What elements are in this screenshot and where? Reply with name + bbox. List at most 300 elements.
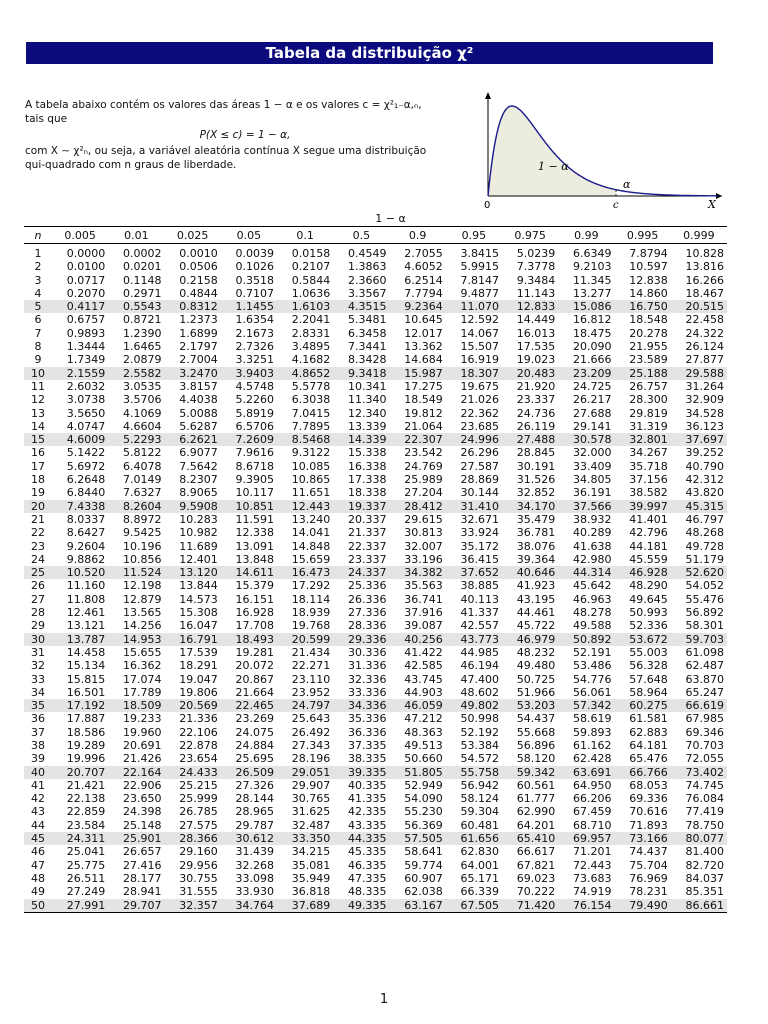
table-cell: 58.301 [685,619,724,633]
table-row [24,566,727,579]
table-row [24,845,727,858]
table-cell: 29.051 [277,766,333,779]
row-n-cell: 38 [31,738,45,752]
table-cell: 30.765 [291,792,331,806]
table-cell: 21.064 [404,419,443,433]
row-n-cell: 13 [31,406,45,420]
table-cell: 2.0879 [123,353,162,367]
table-cell: 46.194 [460,659,499,673]
table-cell: 23.650 [123,792,162,806]
table-row [24,712,727,725]
table-cell: 32.336 [348,672,387,686]
table-cell: 18.939 [291,606,331,620]
table-row [24,367,727,380]
table-row [24,646,727,659]
table-cell: 0.4117 [52,300,108,313]
table-cell: 15.338 [348,446,387,460]
table-cell: 28.300 [629,393,668,407]
table-cell: 14.449 [516,313,556,327]
table-cell: 16.338 [348,459,387,473]
table-cell: 19.768 [291,619,331,633]
table-cell: 50.998 [460,712,499,726]
table-cell: 67.459 [573,805,612,819]
table-row [24,553,727,566]
column-header: 0.999 [671,227,727,244]
table-cell: 24.433 [165,766,221,779]
table-cell: 7.7895 [291,419,331,433]
table-cell: 76.154 [558,899,614,913]
table-cell: 24.736 [516,406,556,420]
table-cell: 0.0039 [235,247,274,260]
table-cell: 41.401 [629,512,668,526]
table-row [24,327,727,340]
table-cell: 68.053 [629,778,668,792]
table-cell: 3.5650 [66,406,106,420]
table-cell: 35.336 [348,712,387,726]
table-cell: 41.337 [460,606,499,620]
table-cell: 52.336 [629,619,668,633]
table-cell: 4.3515 [333,300,389,313]
table-cell: 3.5706 [123,393,162,407]
table-cell: 17.535 [516,340,556,354]
table-cell: 43.745 [404,672,443,686]
table-row [24,460,727,473]
table-cell: 45.315 [671,500,727,513]
table-cell: 12.401 [179,552,218,566]
table-cell: 29.588 [671,367,727,380]
table-cell: 29.819 [629,406,668,420]
table-cell: 37.697 [671,433,727,446]
table-cell: 16.047 [179,619,218,633]
table-cell: 12.838 [629,273,668,287]
table-cell: 66.766 [615,766,671,779]
row-n-cell: 43 [31,805,45,819]
table-cell: 17.789 [123,685,162,699]
table-cell: 20.867 [235,672,274,686]
table-cell: 14.067 [460,326,499,340]
table-cell: 38.885 [460,579,499,593]
table-cell: 40.646 [502,566,558,579]
table-cell: 85.351 [685,885,724,899]
table-cell: 29.956 [179,858,218,872]
table-cell: 30.336 [348,645,387,659]
table-cell: 33.098 [235,871,274,885]
table-cell: 51.805 [390,766,446,779]
table-cell: 31.410 [446,500,502,513]
table-cell: 15.655 [123,645,162,659]
table-cell: 67.821 [516,858,556,872]
table-cell: 21.026 [460,393,499,407]
table-cell: 0.0201 [123,260,162,274]
table-cell: 19.281 [235,645,274,659]
table-cell: 27.688 [573,406,612,420]
table-cell: 2.3660 [348,273,387,287]
table-row [24,274,727,287]
table-row [24,752,727,765]
table-cell: 7.5642 [179,459,218,473]
table-cell: 1.3444 [66,340,106,354]
table-cell: 40.256 [390,633,446,646]
table-cell: 29.160 [179,845,218,859]
table-cell: 44.335 [333,832,389,845]
row-n-cell: 40 [24,766,52,779]
table-cell: 20.072 [235,659,274,673]
table-cell: 7.4338 [52,500,108,513]
table-cell: 1.2390 [123,326,162,340]
table-cell: 23.685 [460,419,499,433]
table-row [24,885,727,898]
table-cell: 6.3038 [291,393,331,407]
table-cell: 6.2514 [404,273,443,287]
table-cell: 35.718 [629,459,668,473]
table-cell: 47.212 [404,712,443,726]
table-cell: 13.120 [165,566,221,579]
table-cell: 21.421 [66,778,106,792]
table-cell: 13.121 [66,619,106,633]
table-cell: 81.400 [685,845,724,859]
table-cell: 1.6354 [235,313,274,327]
table-cell: 13.565 [123,606,162,620]
table-cell: 30.813 [404,526,443,540]
table-cell: 20.569 [165,699,221,712]
table-cell: 60.907 [404,871,443,885]
table-cell: 21.337 [348,526,387,540]
table-cell: 1.3863 [348,260,387,274]
table-cell: 47.335 [348,871,387,885]
table-cell: 73.402 [671,766,727,779]
table-cell: 19.960 [123,725,162,739]
table-cell: 32.909 [685,393,724,407]
table-cell: 60.561 [516,778,556,792]
table-cell: 76.969 [629,871,668,885]
table-cell: 14.848 [291,539,331,553]
table-cell: 0.6757 [66,313,106,327]
row-n-cell: 49 [31,885,45,899]
table-cell: 41.923 [516,579,556,593]
table-cell: 57.342 [558,699,614,712]
table-cell: 4.6009 [52,433,108,446]
table-cell: 59.774 [404,858,443,872]
table-cell: 54.572 [460,752,499,766]
table-cell: 67.985 [685,712,724,726]
table-cell: 29.907 [291,778,331,792]
row-n-cell: 10 [24,367,52,380]
table-cell: 23.589 [629,353,668,367]
table-cell: 28.177 [123,871,162,885]
table-cell: 55.476 [685,592,724,606]
table-cell: 4.6052 [404,260,443,274]
table-cell: 56.896 [516,738,556,752]
table-cell: 10.520 [52,566,108,579]
table-row [24,313,727,326]
table-cell: 24.322 [685,326,724,340]
table-cell: 10.597 [629,260,668,274]
table-cell: 64.201 [516,818,556,832]
table-cell: 3.0738 [66,393,106,407]
table-cell: 15.308 [179,606,218,620]
row-n-cell: 3 [34,273,42,287]
table-cell: 26.785 [179,805,218,819]
page-title: Tabela da distribuição χ² [26,42,713,64]
table-cell: 19.047 [179,672,218,686]
table-cell: 66.339 [460,885,499,899]
table-cell: 0.0158 [291,247,331,260]
table-cell: 62.990 [516,805,556,819]
table-cell: 8.9065 [179,486,218,500]
table-cell: 17.074 [123,672,162,686]
table-cell: 18.291 [179,659,218,673]
table-cell: 24.337 [333,566,389,579]
table-cell: 10.851 [221,500,277,513]
table-cell: 22.106 [179,725,218,739]
row-n-cell: 4 [34,286,42,300]
table-cell: 56.328 [629,659,668,673]
table-cell: 0.0002 [123,247,162,260]
table-cell: 34.336 [333,699,389,712]
intro-line-4: qui-quadrado com n graus de liberdade. [25,159,237,171]
table-cell: 49.480 [516,659,556,673]
row-n-cell: 7 [34,326,42,340]
table-cell: 22.138 [66,792,106,806]
area-label: 1 − α [538,160,569,173]
table-row [24,380,727,393]
table-cell: 18.467 [685,286,724,300]
column-header: 0.995 [615,227,671,244]
table-cell: 48.232 [516,645,556,659]
table-row [24,739,727,752]
table-row [24,766,727,779]
column-header: 0.9 [390,227,446,244]
y-axis-arrow-icon [485,92,491,99]
table-cell: 16.266 [685,273,724,287]
table-cell: 29.336 [333,633,389,646]
table-cell: 21.666 [573,353,612,367]
table-cell: 74.919 [573,885,612,899]
table-row [24,407,727,420]
table-cell: 12.338 [235,526,274,540]
table-cell: 25.989 [404,473,443,487]
table-cell: 22.337 [348,539,387,553]
table-row [24,393,727,406]
table-cell: 22.307 [390,433,446,446]
column-header: 0.975 [502,227,558,244]
table-cell: 18.307 [446,367,502,380]
table-cell: 31.625 [291,805,331,819]
table-cell: 45.722 [516,619,556,633]
table-cell: 19.233 [123,712,162,726]
table-cell: 56.061 [573,685,612,699]
table-cell: 3.3251 [235,353,274,367]
table-cell: 26.511 [66,871,106,885]
row-n-cell: 2 [34,260,42,274]
table-cell: 52.192 [460,725,499,739]
table-row [24,779,727,792]
table-cell: 31.555 [179,885,218,899]
table-cell: 5.2260 [235,393,274,407]
table-cell: 27.587 [460,459,499,473]
table-cell: 31.439 [235,845,274,859]
table-cell: 58.120 [516,752,556,766]
table-cell: 73.683 [573,871,612,885]
row-n-cell: 34 [31,685,45,699]
table-cell: 22.362 [460,406,499,420]
table-cell: 62.428 [573,752,612,766]
table-cell: 38.932 [573,512,612,526]
table-cell: 26.296 [460,446,499,460]
table-cell: 10.645 [404,313,443,327]
table-cell: 28.144 [235,792,274,806]
table-cell: 57.648 [629,672,668,686]
table-cell: 53.203 [502,699,558,712]
row-n-cell: 45 [24,832,52,845]
table-cell: 82.720 [685,858,724,872]
row-n-cell: 1 [34,247,42,260]
table-cell: 0.7107 [235,286,274,300]
table-cell: 28.336 [348,619,387,633]
table-cell: 10.283 [179,512,218,526]
table-cell: 6.6349 [573,247,612,260]
table-cell: 25.695 [235,752,274,766]
table-cell: 28.412 [390,500,446,513]
table-cell: 12.443 [277,500,333,513]
table-cell: 13.362 [404,340,443,354]
table-cell: 14.860 [629,286,668,300]
table-cell: 49.335 [333,899,389,913]
table-cell: 2.1673 [235,326,274,340]
table-cell: 37.156 [629,473,668,487]
table-cell: 18.114 [291,592,331,606]
table-cell: 14.953 [108,633,164,646]
table-cell: 44.985 [460,645,499,659]
table-cell: 5.0239 [516,247,556,260]
table-cell: 21.426 [123,752,162,766]
table-cell: 26.509 [221,766,277,779]
table-cell: 13.339 [348,419,387,433]
table-cell: 36.741 [404,592,443,606]
table-cell: 11.689 [179,539,218,553]
table-cell: 16.812 [573,313,612,327]
table-cell: 34.528 [685,406,724,420]
table-cell: 0.8721 [123,313,162,327]
table-cell: 18.493 [221,633,277,646]
table-cell: 48.290 [629,579,668,593]
table-cell: 59.342 [502,766,558,779]
table-cell: 10.865 [291,473,331,487]
table-cell: 12.879 [123,592,162,606]
table-cell: 0.0000 [66,247,106,260]
table-cell: 64.001 [460,858,499,872]
table-cell: 57.505 [390,832,446,845]
row-n-cell: 46 [31,845,45,859]
table-cell: 53.384 [460,738,499,752]
super-header-label: 1 − α [375,212,406,225]
column-header: 0.025 [165,227,221,244]
row-n-cell: 37 [31,725,45,739]
table-cell: 43.773 [446,633,502,646]
table-cell: 28.845 [516,446,556,460]
table-cell: 48.268 [685,526,724,540]
intro-formula: P(X ≤ c) = 1 − α, [199,129,291,141]
table-cell: 8.2307 [179,473,218,487]
table-cell: 42.796 [629,526,668,540]
table-cell: 73.166 [615,832,671,845]
row-n-cell: 16 [31,446,45,460]
table-cell: 8.6718 [235,459,274,473]
table-cell: 23.584 [66,818,106,832]
table-cell: 54.776 [573,672,612,686]
table-row [24,500,727,513]
table-cell: 4.1069 [123,406,162,420]
row-n-cell: 50 [24,899,52,913]
table-cell: 3.8157 [179,379,218,393]
row-n-cell: 12 [31,393,45,407]
table-row [24,899,727,913]
table-cell: 33.336 [348,685,387,699]
table-cell: 20.337 [348,512,387,526]
table-cell: 20.090 [573,340,612,354]
table-cell: 52.949 [404,778,443,792]
table-cell: 20.483 [502,367,558,380]
x-axis-label: X [708,198,716,211]
table-cell: 25.775 [66,858,106,872]
table-cell: 34.267 [629,446,668,460]
table-cell: 9.3122 [291,446,331,460]
table-cell: 54.437 [516,712,556,726]
table-cell: 19.806 [179,685,218,699]
row-n-cell: 28 [31,606,45,620]
table-cell: 80.077 [671,832,727,845]
table-cell: 27.343 [291,738,331,752]
table-cell: 43.335 [348,818,387,832]
page-number: 1 [379,992,389,1007]
table-cell: 61.777 [516,792,556,806]
table-cell: 33.196 [404,552,443,566]
table-row [24,433,727,446]
table-cell: 42.335 [348,805,387,819]
table-cell: 30.612 [221,832,277,845]
table-cell: 79.490 [615,899,671,913]
table-row [24,606,727,619]
table-cell: 22.465 [221,699,277,712]
table-cell: 20.707 [52,766,108,779]
table-cell: 33.930 [235,885,274,899]
table-cell: 70.616 [629,805,668,819]
table-cell: 67.505 [446,899,502,913]
table-cell: 64.950 [573,778,612,792]
table-cell: 18.509 [108,699,164,712]
table-cell: 53.672 [615,633,671,646]
table-cell: 34.805 [573,473,612,487]
table-cell: 30.144 [460,486,499,500]
table-cell: 22.859 [66,805,106,819]
table-cell: 44.903 [404,685,443,699]
table-row [24,792,727,805]
intro-text [25,98,465,172]
table-cell: 13.240 [291,512,331,526]
table-row [24,686,727,699]
table-cell: 48.363 [404,725,443,739]
table-row [24,244,727,261]
table-cell: 44.314 [558,566,614,579]
table-cell: 16.791 [165,633,221,646]
table-cell: 49.588 [573,619,612,633]
table-cell: 12.340 [348,406,387,420]
table-cell: 11.340 [348,393,387,407]
table-cell: 26.119 [516,419,556,433]
table-cell: 63.691 [558,766,614,779]
table-cell: 32.000 [573,446,612,460]
table-cell: 0.3518 [235,273,274,287]
